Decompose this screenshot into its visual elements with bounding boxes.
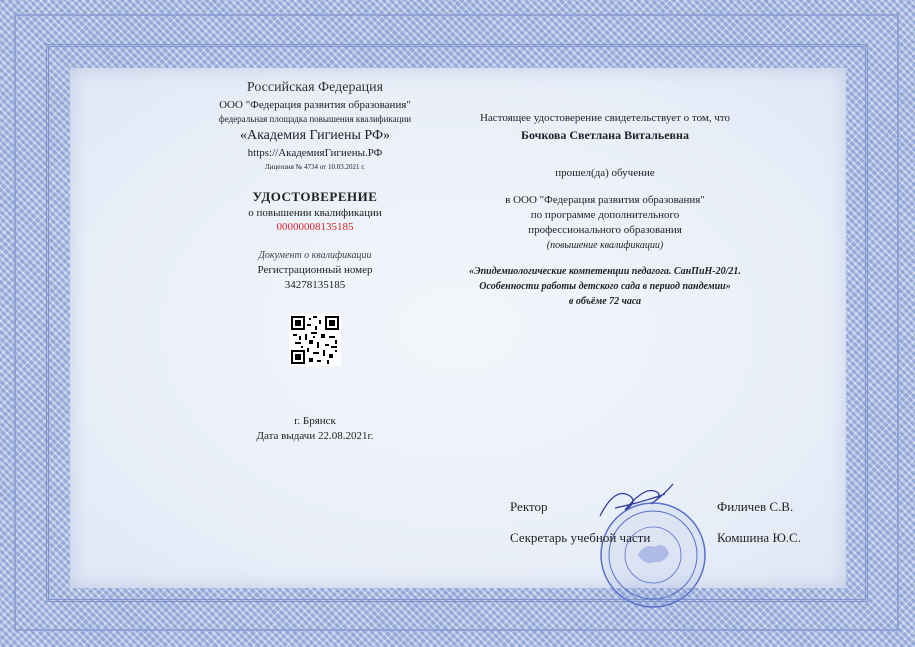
license-label: Лицензия № 4734 от 10.03.2021 г.	[264, 163, 366, 171]
reg-number: 34278135185	[284, 279, 346, 291]
secretary-name: Комшина Ю.С.	[717, 530, 801, 545]
issue-date: Дата выдачи 22.08.2021г.	[256, 430, 374, 442]
site-label: https://АкадемияГигиены.РФ	[247, 147, 383, 159]
program-type: (повышение квалификации)	[546, 240, 664, 251]
left-column	[200, 80, 430, 366]
secretary-label: Секретарь учебной части	[510, 530, 651, 545]
reg-number-label: Регистрационный номер	[257, 264, 373, 276]
course-hours: в объёме 72 часа	[568, 296, 642, 307]
org-label: ООО "Федерация развития образования"	[219, 99, 411, 111]
doc-number: 00000008135185	[276, 221, 354, 233]
program-line-3: профессионального образования	[528, 224, 682, 236]
qr-code-graphic	[291, 316, 339, 364]
platform-label: федеральная площадка повышения квалификации	[218, 114, 412, 124]
intro-text: Настоящее удостоверение свидетельствует о том, что	[479, 112, 731, 124]
course-line-1: «Эпидемиологические компетенции педагога. СанПиН-20/21.	[469, 266, 741, 277]
course-block	[455, 264, 755, 309]
program-line-1: в ООО "Федерация развития образования"	[505, 194, 705, 206]
right-column	[455, 112, 755, 309]
city-label: г. Брянск	[294, 415, 336, 427]
academy-label: «Академия Гигиены РФ»	[239, 128, 391, 143]
rector-name: Филичев С.В.	[717, 499, 794, 514]
qr-code-icon	[289, 314, 341, 366]
doc-title: УДОСТОВЕРЕНИЕ	[252, 189, 378, 204]
signature-icon	[595, 478, 685, 528]
doc-subtitle: о повышении квалификации	[248, 207, 382, 219]
program-block	[455, 193, 755, 253]
rector-label: Ректор	[510, 499, 548, 514]
course-line-2: Особенности работы детского сада в период пандемии»	[479, 281, 731, 292]
program-line-2: по программе дополнительного	[530, 209, 680, 221]
passed-text: прошел(да) обучение	[555, 167, 655, 179]
doc-kind-label: Документ о квалификации	[258, 250, 372, 261]
recipient-name: Бочкова Светлана Витальевна	[521, 128, 689, 142]
country-label: Российская Федерация	[246, 80, 384, 95]
